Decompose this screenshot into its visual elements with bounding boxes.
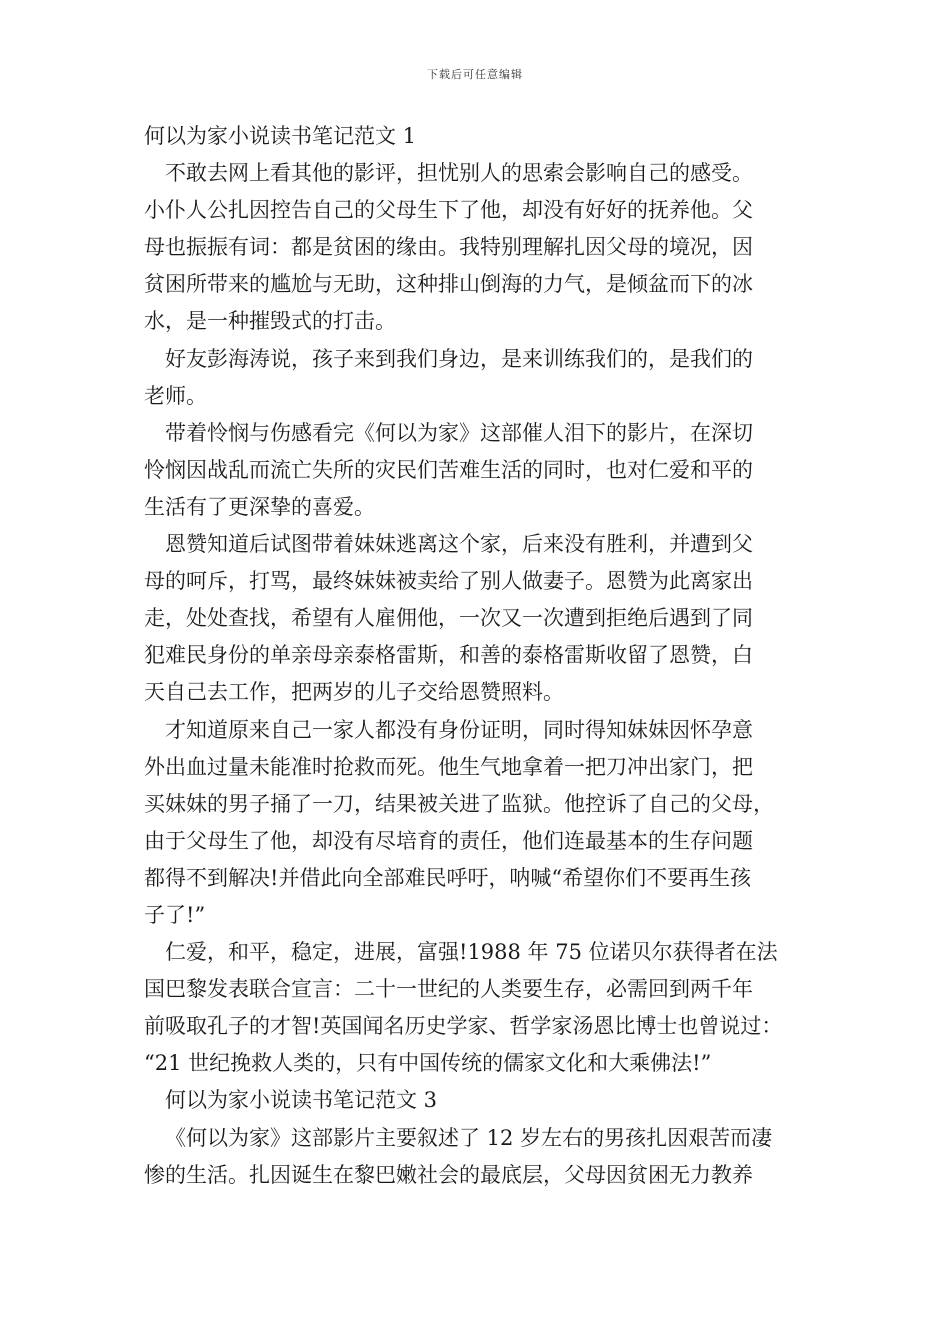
text-line: 怜悯因战乱而流亡失所的灾民们苦难生活的同时，也对仁爱和平的 [144,457,753,482]
text-line: “21 世纪挽救人类的，只有中国传统的儒家文化和大乘佛法!” [144,1051,712,1076]
page-header: 下载后可任意编辑 [427,68,523,81]
text-line: 何以为家小说读书笔记范文 3 [165,1088,438,1113]
text-line: 都得不到解决!并借此向全部难民呼吁，呐喊“希望你们不要再生孩 [144,865,752,890]
text-line: 母的呵斥，打骂，最终妹妹被卖给了别人做妻子。恩赞为此离家出 [144,569,753,594]
text-line: 小仆人公扎因控告自己的父母生下了他，却没有好好的抚养他。父 [144,198,753,223]
text-line: 母也振振有词：都是贫困的缘由。我特别理解扎因父母的境况，因 [144,235,753,260]
text-line: 惨的生活。扎因诞生在黎巴嫩社会的最底层，父母因贫困无力教养 [144,1162,753,1187]
text-line: 何以为家小说读书笔记范文 1 [144,124,417,148]
text-line: 恩赞知道后试图带着妹妹逃离这个家，后来没有胜利，并遭到父 [165,532,753,557]
text-line: 天自己去工作，把两岁的儿子交给恩赞照料。 [144,680,564,705]
text-line: 生活有了更深挚的喜爱。 [144,494,375,519]
text-line: 水，是一种摧毁式的打击。 [144,309,396,334]
text-line: 不敢去网上看其他的影评，担忧别人的思索会影响自己的感受。 [165,161,753,186]
text-line: 外出血过量未能准时抢救而死。他生气地拿着一把刀冲出家门，把 [144,754,753,779]
text-line: 仁爱，和平，稳定，进展，富强!1988 年 75 位诺贝尔获得者在法 [165,940,778,965]
text-line: 贫困所带来的尴尬与无助，这种排山倒海的力气，是倾盆而下的冰 [144,272,753,297]
text-line: 由于父母生了他，却没有尽培育的责任，他们连最基本的生存问题 [144,828,753,853]
text-line: 国巴黎发表联合宣言：二十一世纪的人类要生存，必需回到两千年 [144,977,753,1002]
text-line: 带着怜悯与伤感看完《何以为家》这部催人泪下的影片，在深切 [165,420,753,445]
text-line: 买妹妹的男子捅了一刀，结果被关进了监狱。他控诉了自己的父母， [144,791,774,816]
text-line: 走，处处查找，希望有人雇佣他，一次又一次遭到拒绝后遇到了同 [144,606,753,631]
text-line: 才知道原来自己一家人都没有身份证明，同时得知妹妹因怀孕意 [165,717,753,742]
text-line: 子了!” [144,902,206,927]
text-line: 《何以为家》这部影片主要叙述了 12 岁左右的男孩扎因艰苦而凄 [165,1125,773,1150]
text-line: 老师。 [144,383,207,408]
document-body [144,118,808,1194]
text-line: 好友彭海涛说，孩子来到我们身边，是来训练我们的，是我们的 [165,346,753,371]
text-line: 前吸取孔子的才智!英国闻名历史学家、哲学家汤恩比博士也曾说过： [144,1014,783,1039]
text-line: 犯难民身份的单亲母亲泰格雷斯，和善的泰格雷斯收留了恩赞，白 [144,643,753,668]
